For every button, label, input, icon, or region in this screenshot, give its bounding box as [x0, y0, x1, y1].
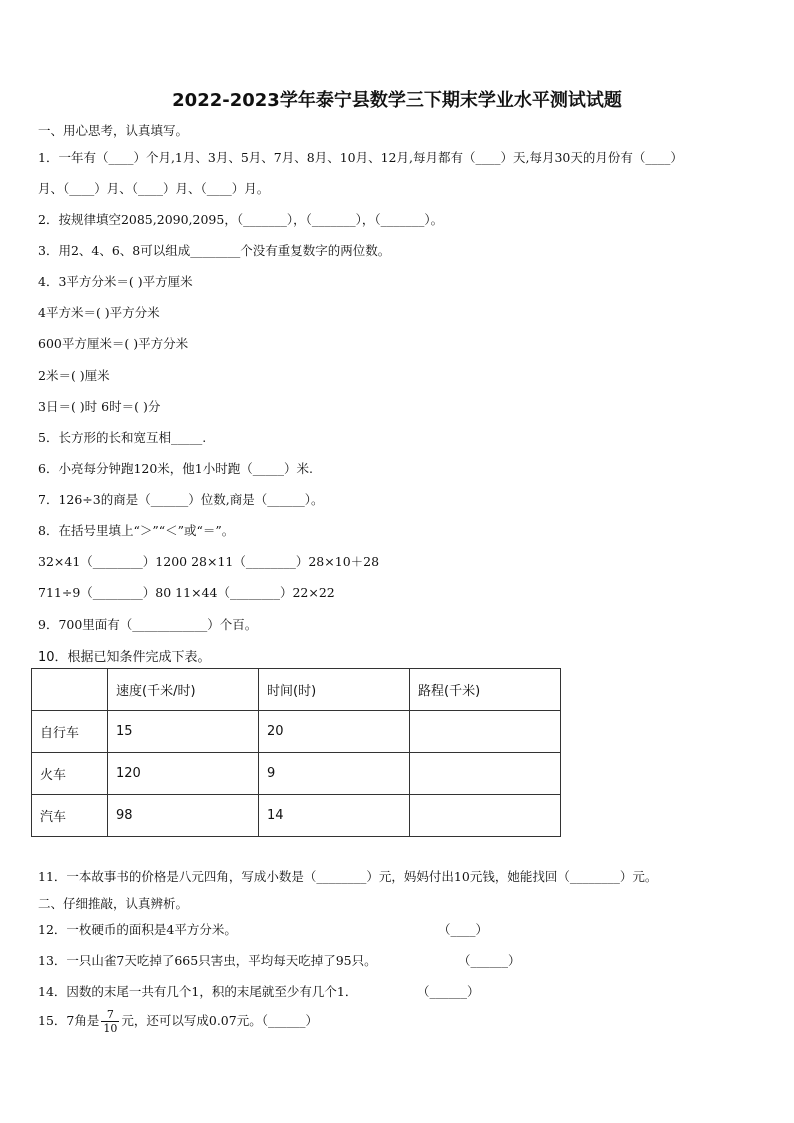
section-1-heading: 一、用心思考，认真填写。 — [38, 123, 189, 138]
question-1-line-b: 月、（____）月、（____）月、（____）月。 — [38, 181, 270, 196]
table-cell: 98 — [108, 795, 259, 837]
question-15-prefix: 15．7角是 — [38, 1013, 100, 1028]
question-15 — [38, 1008, 318, 1035]
table-header-cell: 路程(千米) — [410, 669, 561, 711]
question-4-line-e: 3日＝( )时 6时＝( )分 — [38, 399, 161, 414]
table-cell: 20 — [259, 711, 410, 753]
question-3: 3．用2、4、6、8可以组成________个没有重复数字的两位数。 — [38, 243, 391, 258]
table-header-cell — [32, 669, 108, 711]
question-1-line-a: 1．一年有（____）个月,1月、3月、5月、7月、8月、10月、12月,每月都有（____）天,每月30天的月份有（____） — [38, 150, 683, 165]
question-13-blank: （______） — [458, 953, 521, 968]
fraction-seven-tenths — [101, 1008, 119, 1035]
question-4-line-c: 600平方厘米＝( )平方分米 — [38, 336, 189, 351]
table-cell — [410, 795, 561, 837]
speed-time-distance-table — [31, 668, 561, 837]
table-cell: 15 — [108, 711, 259, 753]
question-8-row-b: 711÷9（________）80 11×44（________）22×22 — [38, 585, 335, 600]
table-cell: 14 — [259, 795, 410, 837]
fraction-numerator: 7 — [101, 1008, 119, 1022]
table-header-cell: 速度(千米/时) — [108, 669, 259, 711]
question-9: 9．700里面有（____________）个百。 — [38, 617, 258, 632]
section-2-heading: 二、仔细推敲，认真辨析。 — [38, 896, 189, 911]
question-5: 5．长方形的长和宽互相_____. — [38, 430, 207, 445]
table-cell: 火车 — [32, 753, 108, 795]
table-cell: 120 — [108, 753, 259, 795]
question-8-row-a: 32×41（________）1200 28×11（________）28×10＋28 — [38, 554, 380, 569]
page-title: 2022-2023学年泰宁县数学三下期末学业水平测试试题 — [172, 90, 622, 111]
question-8: 8．在括号里填上“＞”“＜”或“＝”。 — [38, 523, 235, 538]
question-4-line-d: 2米＝( )厘米 — [38, 368, 110, 383]
table-cell: 汽车 — [32, 795, 108, 837]
table-cell: 自行车 — [32, 711, 108, 753]
question-14-blank: （______） — [417, 984, 480, 999]
question-12-blank: （____） — [438, 922, 489, 937]
question-14: 14．因数的末尾一共有几个1，积的末尾就至少有几个1． — [38, 984, 358, 999]
table-header-row — [32, 669, 561, 711]
question-7: 7．126÷3的商是（______）位数,商是（______）。 — [38, 492, 324, 507]
table-header-cell: 时间(时) — [259, 669, 410, 711]
question-13: 13．一只山雀7天吃掉了665只害虫，平均每天吃掉了95只。 — [38, 953, 377, 968]
question-4-line-a: 4．3平方分米＝( )平方厘米 — [38, 274, 193, 289]
table-row — [32, 795, 561, 837]
question-10: 10．根据已知条件完成下表。 — [38, 650, 211, 665]
question-4-line-b: 4平方米＝( )平方分米 — [38, 305, 160, 320]
question-12: 12．一枚硬币的面积是4平方分米。 — [38, 922, 237, 937]
question-15-suffix: 元，还可以写成0.07元。（______） — [121, 1013, 318, 1028]
table-row — [32, 711, 561, 753]
fraction-denominator: 10 — [103, 1022, 118, 1035]
table-cell — [410, 753, 561, 795]
question-11: 11．一本故事书的价格是八元四角，写成小数是（________）元，妈妈付出10元钱，她能找回（________）元。 — [38, 869, 658, 884]
question-6: 6．小亮每分钟跑120米，他1小时跑（_____）米. — [38, 461, 313, 476]
table-cell — [410, 711, 561, 753]
table-cell: 9 — [259, 753, 410, 795]
table-row — [32, 753, 561, 795]
question-2: 2．按规律填空2085,2090,2095，（_______），（_______），（_______）。 — [38, 212, 444, 227]
